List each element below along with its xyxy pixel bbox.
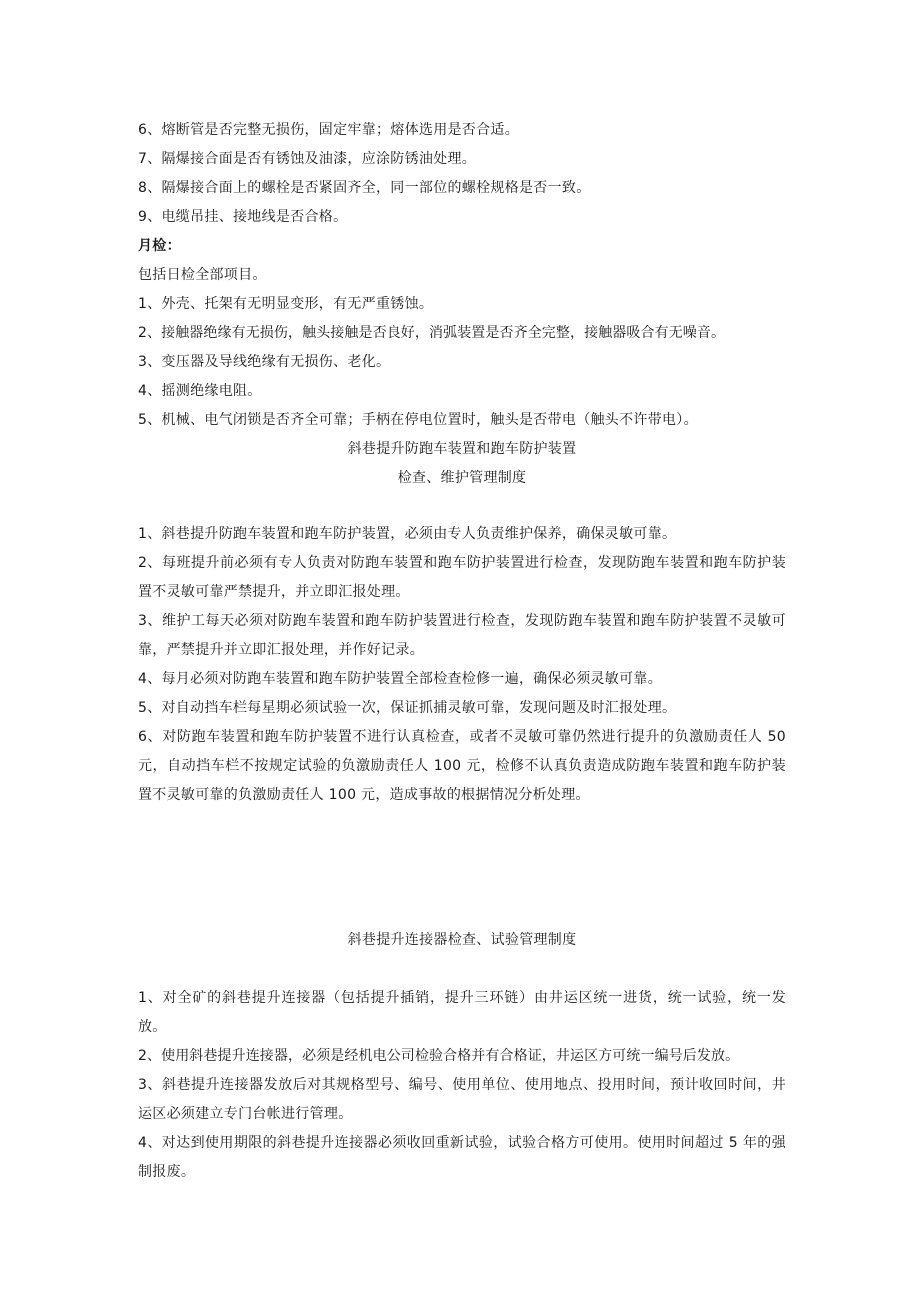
list-item: 3、变压器及导线绝缘有无损伤、老化。 <box>138 354 391 370</box>
section-subtitle: 检查、维护管理制度 <box>397 470 527 486</box>
list-item: 1、外壳、托架有无明显变形，有无严重锈蚀。 <box>138 296 434 312</box>
list-item: 4、对达到使用期限的斜巷提升连接器必须收回重新试验，试验合格方可使用。使用时间超过 5 年的强制报废。 <box>138 1135 786 1180</box>
list-item: 6、熔断管是否完整无损伤，固定牢靠；熔体选用是否合适。 <box>138 122 520 138</box>
section-title: 斜巷提升防跑车装置和跑车防护装置 <box>347 441 577 457</box>
list-item: 4、摇测绝缘电阻。 <box>138 383 262 399</box>
list-item: 1、对全矿的斜巷提升连接器（包括提升插销，提升三环链）由井运区统一进货，统一试验，统一发放。 <box>138 990 786 1035</box>
list-item: 5、对自动挡车栏每星期必须试验一次，保证抓捕灵敏可靠，发现问题及时汇报处理。 <box>138 700 677 716</box>
list-item: 3、斜巷提升连接器发放后对其规格型号、编号、使用单位、使用地点、投用时间，预计收回时间，井运区必须建立专门台帐进行管理。 <box>138 1077 786 1122</box>
list-item: 7、隔爆接合面是否有锈蚀及油漆，应涂防锈油处理。 <box>138 151 477 167</box>
list-item: 3、维护工每天必须对防跑车装置和跑车防护装置进行检查，发现防跑车装置和跑车防护装置不灵敏可靠，严禁提升并立即汇报处理，并作好记录。 <box>138 613 786 658</box>
list-item: 2、每班提升前必须有专人负责对防跑车装置和跑车防护装置进行检查，发现防跑车装置和跑车防护装置不灵敏可靠严禁提升，并立即汇报处理。 <box>138 555 786 600</box>
list-item: 1、斜巷提升防跑车装置和跑车防护装置，必须由专人负责维护保养，确保灵敏可靠。 <box>138 526 677 542</box>
list-item: 2、使用斜巷提升连接器，必须是经机电公司检验合格并有合格证，井运区方可统一编号后发放。 <box>138 1048 740 1064</box>
list-item: 9、电缆吊挂、接地线是否合格。 <box>138 209 348 225</box>
inspection-section <box>138 116 786 493</box>
connector-rules <box>138 984 786 1187</box>
list-item: 8、隔爆接合面上的螺栓是否紧固齐全，同一部位的螺栓规格是否一致。 <box>138 180 591 196</box>
list-item: 6、对防跑车装置和跑车防护装置不进行认真检查，或者不灵敏可靠仍然进行提升的负激励责任人 50 元，自动挡车栏不按规定试验的负激励责任人 100 元，检修不认真负责造成防跑车装置和跑车防护装置不灵敏可靠的负激励责任人 100 元，造成事故的根据情况分析处理。 <box>138 729 786 803</box>
monthly-heading: 月检： <box>138 238 181 254</box>
section-title: 斜巷提升连接器检查、试验管理制度 <box>347 932 577 948</box>
list-item: 2、接触器绝缘有无损伤，触头接触是否良好，消弧装置是否齐全完整，接触器吸合有无噪音。 <box>138 325 726 341</box>
connector-section <box>138 926 786 955</box>
list-item: 5、机械、电气闭锁是否齐全可靠；手柄在停电位置时，触头是否带电（触头不许带电）。 <box>138 412 698 428</box>
list-item: 4、每月必须对防跑车装置和跑车防护装置全部检查检修一遍，确保必须灵敏可靠。 <box>138 671 663 687</box>
runaway-device-section <box>138 520 786 810</box>
monthly-intro: 包括日检全部项目。 <box>138 267 267 283</box>
